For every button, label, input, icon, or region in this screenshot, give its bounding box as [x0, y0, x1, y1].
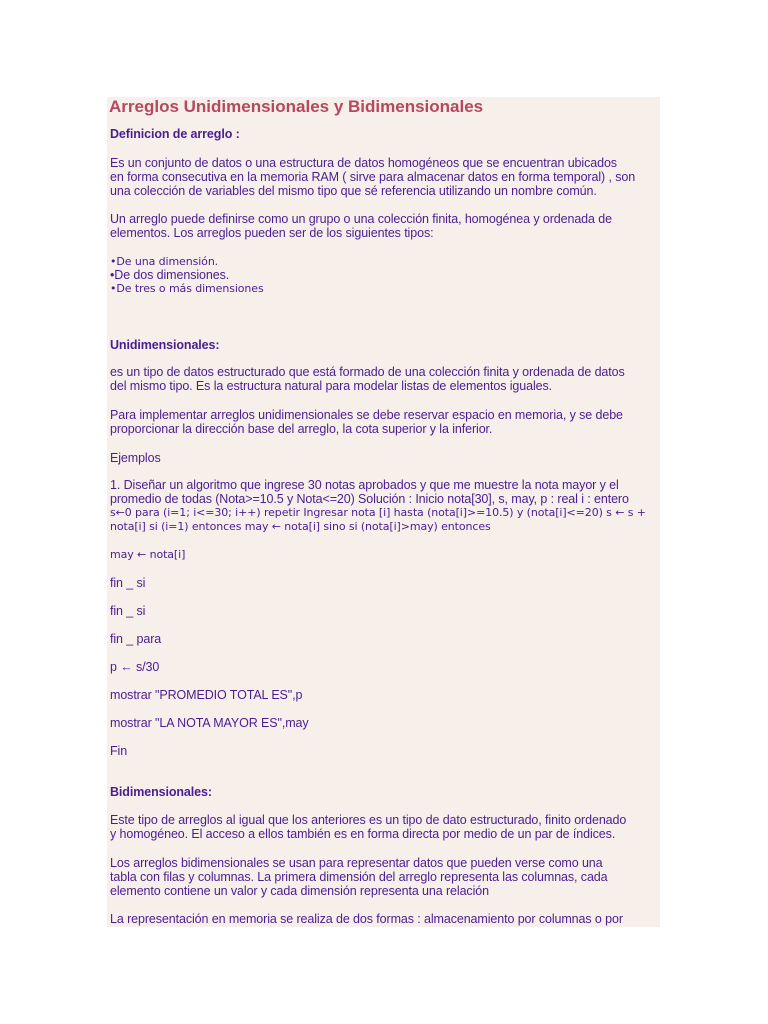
- definition-line: una colección de variables del mismo tipo que sé referencia utilizando un nombre común.: [110, 184, 597, 198]
- definition-line: Un arreglo puede definirse como un grupo o una colección finita, homogénea y ordenada de: [110, 212, 612, 226]
- bidimensional-line: elemento contiene un valor y cada dimensión representa una relación: [110, 884, 489, 898]
- bidimensional-line: La representación en memoria se realiza de dos formas : almacenamiento por columnas o por: [110, 912, 623, 926]
- bidimensional-line: y homogéneo. El acceso a ellos también es en forma directa por medio de un par de índices.: [110, 827, 616, 841]
- unidimensional-line: es un tipo de datos estructurado que está formado de una colección finita y ordenada de datos: [110, 365, 625, 379]
- code-line: mostrar "PROMEDIO TOTAL ES",p: [110, 688, 303, 702]
- code-line: p ← s/30: [110, 660, 160, 674]
- bullet-item: •De tres o más dimensiones: [110, 282, 264, 295]
- code-line: fin _ si: [110, 604, 146, 618]
- definition-line: Es un conjunto de datos o una estructura de datos homogéneos que se encuentran ubicados: [110, 156, 617, 170]
- unidimensional-line: proporcionar la dirección base del arreglo, la cota superior y la inferior.: [110, 422, 493, 436]
- unidimensional-heading: Unidimensionales:: [110, 338, 220, 352]
- code-line: may ← nota[i]: [110, 548, 186, 561]
- definition-line: elementos. Los arreglos pueden ser de los siguientes tipos:: [110, 226, 434, 240]
- definition-line: en forma consecutiva en la memoria RAM ( sirve para almacenar datos en forma temporal) , son: [110, 170, 636, 184]
- code-line: fin _ para: [110, 632, 162, 646]
- example-line: s←0 para (i=1; i<=30; i++) repetir Ingresar nota [i] hasta (nota[i]>=10.5) y (nota[i]<=20) s ← s +: [110, 506, 646, 519]
- definition-heading: Definicion de arreglo :: [110, 127, 240, 141]
- bullet-item: •De dos dimensiones.: [110, 268, 230, 282]
- example-line: 1. Diseñar un algoritmo que ingrese 30 notas aprobados y que me muestre la nota mayor y el: [110, 478, 619, 492]
- bidimensional-line: Este tipo de arreglos al igual que los anteriores es un tipo de dato estructurado, finito ordenado: [110, 813, 627, 827]
- example-line: nota[i] si (i=1) entonces may ← nota[i] sino si (nota[i]>may) entonces: [110, 520, 491, 533]
- bidimensional-line: Los arreglos bidimensionales se usan para representar datos que pueden verse como una: [110, 856, 603, 870]
- document-page: [107, 97, 660, 927]
- example-line: promedio de todas (Nota>=10.5 y Nota<=20) Solución : Inicio nota[30], s, may, p : real i : entero: [110, 492, 629, 506]
- unidimensional-line: del mismo tipo. Es la estructura natural para modelar listas de elementos iguales.: [110, 379, 553, 393]
- bullet-item: •De una dimensión.: [110, 255, 219, 268]
- code-line: mostrar "LA NOTA MAYOR ES",may: [110, 716, 309, 730]
- code-line: fin _ si: [110, 576, 146, 590]
- code-line: Fin: [110, 744, 128, 758]
- bidimensional-heading: Bidimensionales:: [110, 785, 212, 799]
- bidimensional-line: tabla con filas y columnas. La primera dimensión del arreglo representa las columnas, cada: [110, 870, 608, 884]
- examples-label: Ejemplos: [110, 451, 161, 465]
- document-title: Arreglos Unidimensionales y Bidimensionales: [109, 97, 484, 116]
- unidimensional-line: Para implementar arreglos unidimensionales se debe reservar espacio en memoria, y se debe: [110, 408, 623, 422]
